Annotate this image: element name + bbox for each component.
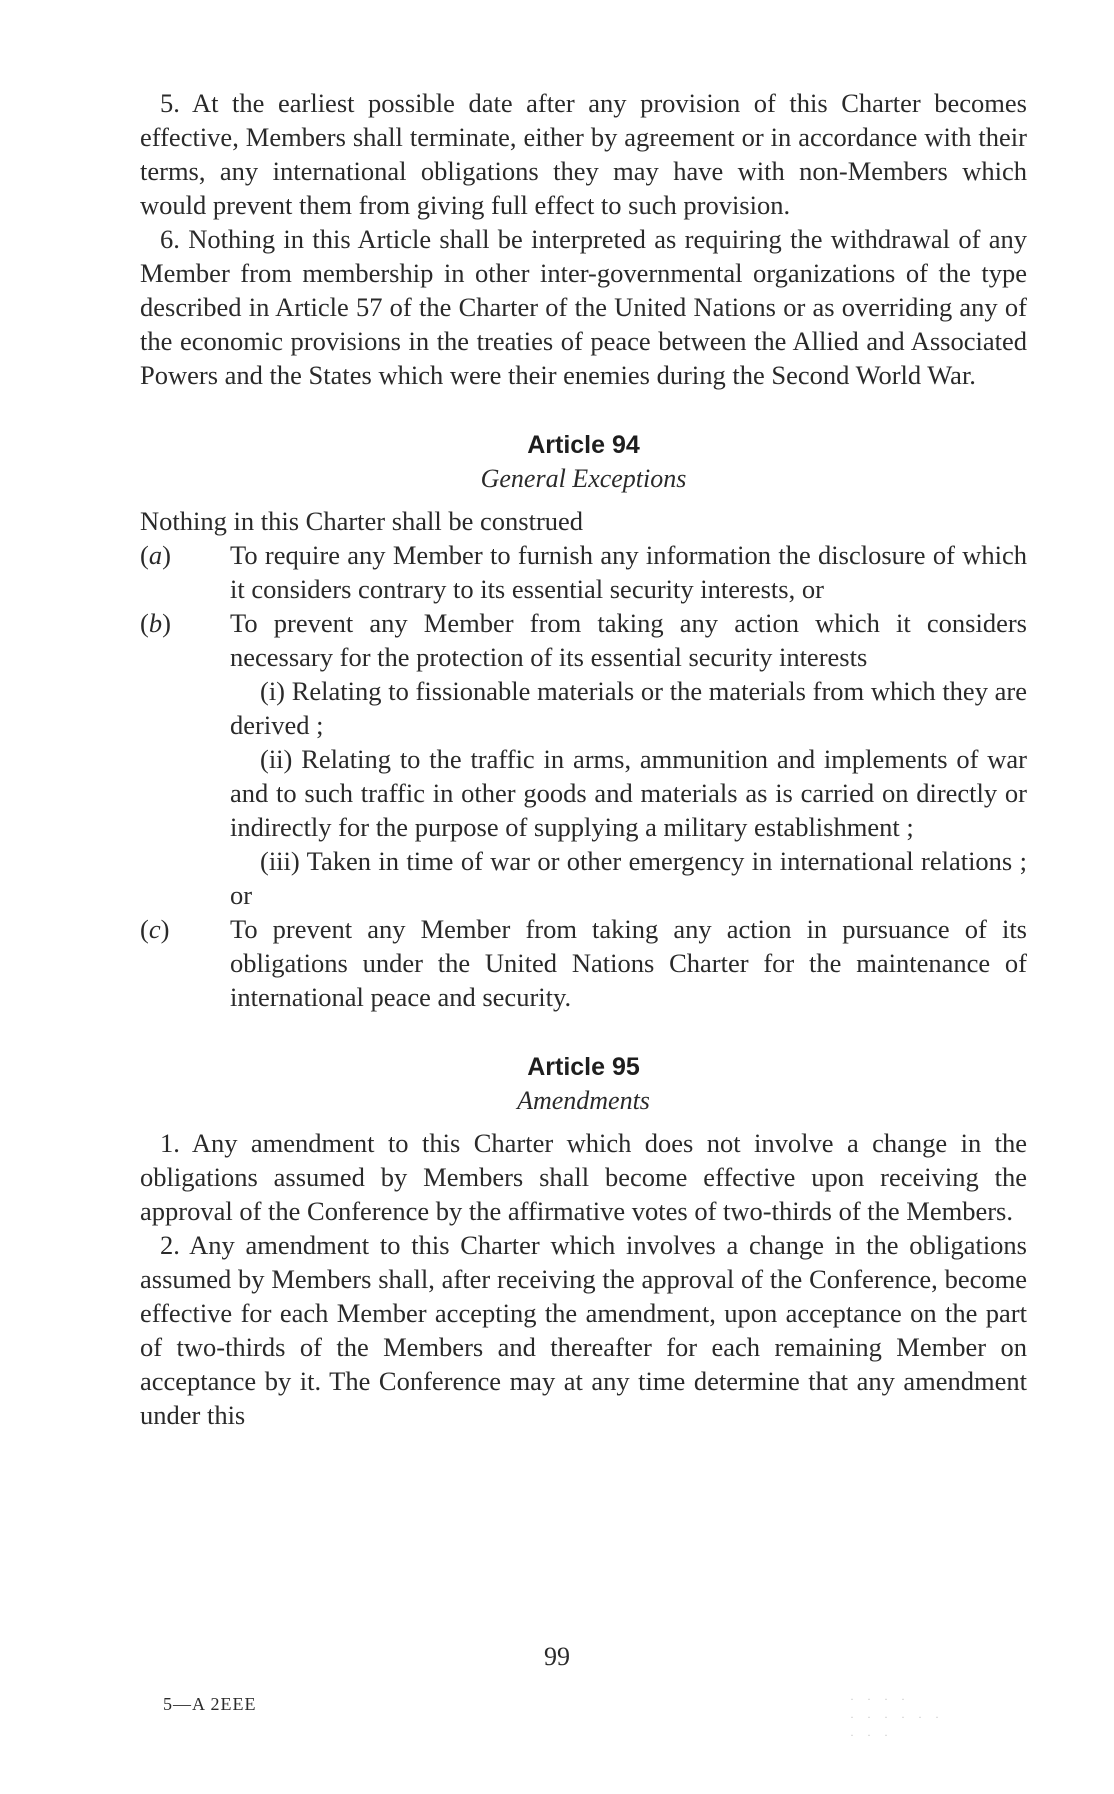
exception-item-a xyxy=(140,538,1027,606)
paragraph-number: 6. xyxy=(160,224,180,254)
subitem-marker: (iii) xyxy=(260,846,300,876)
paragraph-text: At the earliest possible date after any provision of this Charter becomes effective, Members shall terminate, either by agreement or in accordance with their terms, any international obligations they may have with non-Members which would prevent them from giving full effect to such provision. xyxy=(140,88,1027,220)
paragraph-text: Any amendment to this Charter which does not involve a change in the obligations assumed by Members shall become effective upon receiving the approval of the Conference by the affirmative votes of two-thirds of the Members. xyxy=(140,1128,1027,1226)
exception-subitem-ii xyxy=(140,742,1027,844)
subitem-marker: (ii) xyxy=(260,744,293,774)
item-marker: (c) xyxy=(140,914,170,944)
page-number: 99 xyxy=(544,1642,570,1671)
article-95-subheading: Amendments xyxy=(517,1086,650,1115)
paragraph-text: Any amendment to this Charter which involves a change in the obligations assumed by Members shall, after receiving the approval of the Conference, become effective for each Member accepting the amendment, upon acceptance on the part of two-thirds of the Members and thereafter for each remaining Member on acceptance by it. The Conference may at any time determine that any amendment under this xyxy=(140,1230,1027,1430)
subitem-text: Relating to the traffic in arms, ammunition and implements of war and to such traffic in other goods and materials as is carried on directly or indirectly for the purpose of supplying a military establishment ; xyxy=(230,744,1027,842)
paragraph-number: 2. xyxy=(160,1230,180,1260)
item-text: To prevent any Member from taking any action in pursuance of its obligations under the United Nations Charter for the maintenance of international peace and security. xyxy=(230,914,1027,1012)
printer-signature-code: 5—A 2EEE xyxy=(163,1694,257,1714)
exception-item-b xyxy=(140,606,1027,674)
article-95-heading: Article 95 xyxy=(527,1053,640,1081)
paragraph-number: 1. xyxy=(160,1128,180,1158)
scan-speckle-decoration: · · · · · · · · · · · · · xyxy=(850,1692,944,1742)
amendment-paragraph-2 xyxy=(140,1228,1027,1432)
item-text: To require any Member to furnish any information the disclosure of which it considers contrary to its essential security interests, or xyxy=(230,540,1027,604)
article-94-heading: Article 94 xyxy=(527,431,640,459)
article-94-subheading: General Exceptions xyxy=(480,464,687,493)
subitem-marker: (i) xyxy=(260,676,286,706)
paragraph-number: 5. xyxy=(160,88,180,118)
paragraph-text: Nothing in this Article shall be interpreted as requiring the withdrawal of any Member from membership in other inter-governmental organizations of the type described in Article 57 of the Charter of the United Nations or as overriding any of the economic provisions in the treaties of peace between the Allied and Associated Powers and the States which were their enemies during the Second World War. xyxy=(140,224,1028,390)
item-marker: (b) xyxy=(140,608,171,638)
subitem-text: Taken in time of war or other emergency in international relations ; or xyxy=(230,846,1027,910)
amendment-paragraph-1 xyxy=(140,1126,1027,1228)
article-94-intro: Nothing in this Charter shall be construed xyxy=(140,506,584,536)
exception-subitem-iii xyxy=(140,844,1027,912)
subitem-text: Relating to fissionable materials or the materials from which they are derived ; xyxy=(230,676,1028,740)
exception-subitem-i xyxy=(140,674,1027,742)
exception-item-c xyxy=(140,912,1027,1014)
paragraph-6 xyxy=(140,222,1027,392)
item-text: To prevent any Member from taking any action which it considers necessary for the protection of its essential security interests xyxy=(230,608,1027,672)
item-marker: (a) xyxy=(140,540,171,570)
paragraph-5 xyxy=(140,86,1027,222)
page-body xyxy=(140,86,1027,1432)
